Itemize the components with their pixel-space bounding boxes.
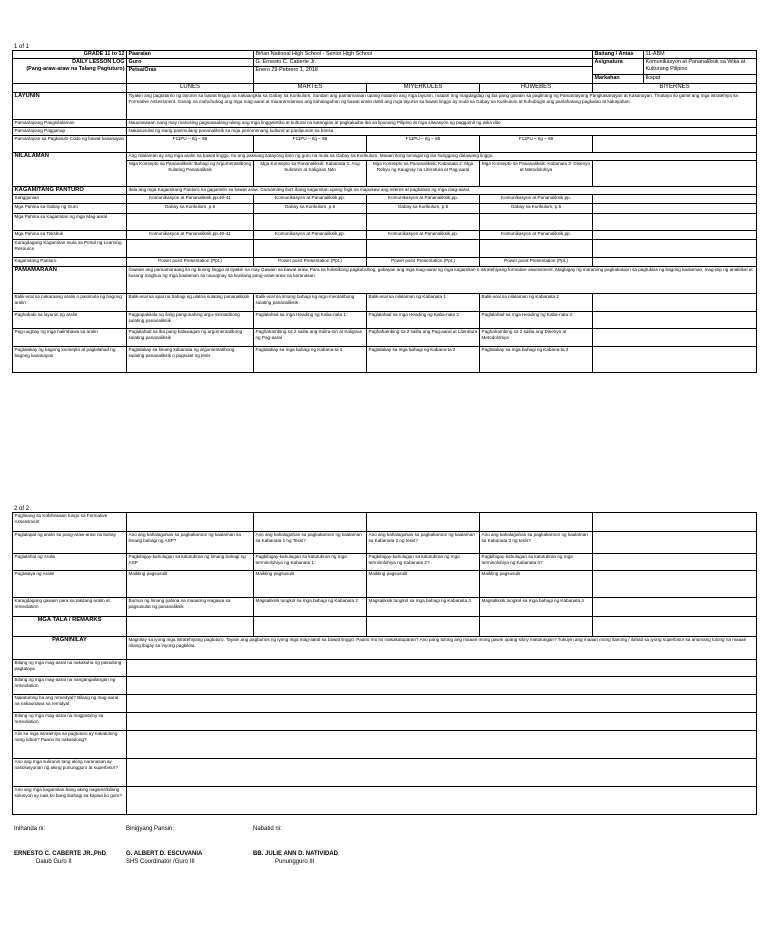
paglalahat-label: Paglalahat ng Aralin: [13, 554, 127, 571]
prepared-by-label: Inihanda ni:: [14, 826, 46, 832]
pag-uugnay-label: Pag-uugnay ng mga halimbawa sa aralin: [13, 329, 127, 347]
reflection-label: Bilang ng mga mag-aaral na magpatuloy sa remediation: [13, 713, 127, 731]
quarter-value: Ikapat: [644, 75, 757, 84]
karagdagang-cell: Magsaliksik tungkol sa mga bahagi ng Kabanata 3: [367, 598, 480, 617]
lr-portal-cell: [593, 240, 757, 258]
reflection-cell: [127, 787, 757, 815]
day-head-biyernes: BIYERNES: [593, 84, 757, 93]
sanggunian-cell: [593, 195, 757, 204]
paglalahat-cell: Pagbibigay-kahulugan sa katutubran ng mga terminolohiya ng Kabanata 2?: [367, 554, 480, 571]
balik-aral-cell: [593, 294, 757, 312]
gabay-guro-cell: Gabay sa Kurikulum, p.5: [480, 204, 593, 214]
panturo-cell: [593, 258, 757, 267]
lesson-log-table-2: [12, 512, 757, 815]
pagganap-label: Pamantayang Pagganap: [13, 128, 127, 136]
panturo-cell: Power point Presentation (Ppt.): [127, 258, 254, 267]
paglalahat-cell: Pagbibigay-kahulugan sa katutubran ng mga terminolohiya ng Kabanata 3?: [480, 554, 593, 571]
reflection-label: Alin sa mga istratehiya sa pagtuturo ay nakatulong nang lubos? Paano ito nakatulong?: [13, 731, 127, 759]
noted-by-block: [253, 851, 338, 867]
pagkatuto-label: Pamantayan sa Pagkatuto Code ng bawat kasanayan: [13, 136, 127, 153]
balik-aral-cell: Balik-aral sa nilalaman ng Kabanata 1: [367, 294, 480, 312]
pagtalakay-cell: Pagtalakay sa mga bahagi ng Kabana-ta 1: [254, 347, 367, 373]
lesson-log-title: [13, 59, 127, 84]
teksbuk-cell: Komunikasyon at Pananaliksik,pp.40-41: [127, 231, 254, 240]
pagtalakay-cell: Pagtalakay sa limang kabanata ng argumentatibong sulating pananaliksik o pagsulat ng tesis: [127, 347, 254, 373]
nilalaman-cell: Mga Konsepto sa Pananaliksik: Bahagi ng Argumentatibong Sulating Pananaliksik: [127, 161, 254, 187]
mga-tala-cell: [367, 617, 480, 637]
paglalapat-cell: Ano ang kahalagahan sa pagkakaroon ng kaalaman sa Kabanata 3 ng tesis?: [480, 532, 593, 554]
reflection-label: Nakatulong ba ang remedyal? Bilang ng mag-aaral na nakaunawa sa remidyal: [13, 695, 127, 713]
nilalaman-label: NILALAMAN: [13, 153, 127, 187]
teksbuk-cell: Komunikasyon at Pananaliksik,pp.: [480, 231, 593, 240]
karagdagang-cell: Magsaliksik tungkol sa mga bahagi ng Kabanata 2: [254, 598, 367, 617]
balik-aral-cell: Balik-aral sa apat na bahagi ng ulatna sulating pananaliksik: [127, 294, 254, 312]
paglalapat-cell: Ano ang kahalagahan sa pagkakaroon ng kaalaman sa Kabanata 2 ng tesis?: [367, 532, 480, 554]
mga-tala-cell: [593, 617, 757, 637]
mga-tala-label: MGA TALA / REMARKS: [13, 617, 127, 637]
kagamitang-magaaral-cell: [254, 214, 367, 231]
school-value: Biñan National High School - Senior High School: [254, 51, 593, 59]
noted-by-role: Punungguro III: [275, 858, 315, 865]
pangnilalaman-text: Nauunawaan nang may masusing pagsasaalang-alang ang mga linggwistiko at kultural na katangian at pagkakaiba-iba sa lipunang Pilipino at mga sitwasyon ng paggamit ng wika dito: [127, 120, 757, 128]
teacher-label: Guro: [127, 59, 254, 67]
lr-portal-cell: [480, 240, 593, 258]
day-head-blank: [13, 84, 127, 93]
teacher-value: G. Ernesto C. Caberte Jr.: [254, 59, 593, 67]
reflection-cell: [127, 660, 757, 677]
code-cell: F11PU – IIg – 88: [127, 136, 254, 153]
reflection-cell: [127, 731, 757, 759]
lesson-log-table-1: [12, 50, 757, 373]
sanggunian-cell: Komunikasyon at Pananaliksik,pp.: [480, 195, 593, 204]
pagtalakay-cell: [593, 347, 757, 373]
pagninilay-text: Magnilay sa iyong mga istratehiyang pagtuturo. Tayain ang pagbuhos ng iyong mga mag-aaral sa bawat linggo. Paano mo ito naisakatuparan? Ano pang tulong ang maaari mong gawin upang sila'y matulungan? Tukuyin ang maaari mong itanong / ilahad sa iyong superbisor sa anumang tulong na maaari nilang ibigay sa inyong pagkikita.: [127, 637, 757, 660]
pamamaraan-intro: Gawain ang pamamaraang ito ng buong linggo at tiyakin na may Gawain sa bawat araw. Para sa holistikong pagkahubog, gabayan ang mga mag-aaral ng mga kagamitan o istratehiyang formative assessment. Magbigay ng maraming pagkakataon sa pagtuklas ng bagong kaalaman, mag-isip ng analitikal at kusang magbuo ng mga kaalaman sa nauugnay sa kanilang pang-araw-araw na karanasan.: [127, 267, 757, 294]
level-label: Baitang / Antas: [593, 51, 644, 59]
kabihasaan-cell: [367, 513, 480, 532]
noted-by-name: BB. JULIE ANN D. NATIVIDAD: [253, 851, 339, 857]
pagtataya-cell: [593, 571, 757, 598]
pagtataya-cell: Maikling pagsusulit: [367, 571, 480, 598]
paglalahat-cell: Pagbibigay-kahulugan sa katutubran ng mga terminolohiya ng Kabanata 1: [254, 554, 367, 571]
pagtalakay-label: Pagtalakay ng bagong konsepto at paglalahad ng bagong kasanayan: [13, 347, 127, 373]
pag-uugnay-cell: Paghahambing sa 2 salita ang Disenyo at Metodolohiya: [480, 329, 593, 347]
lr-portal-cell: [367, 240, 480, 258]
pagtataya-cell: Maikling pagsusulit: [480, 571, 593, 598]
reflection-label: Bilang ng mga mag-aaral na nakakuha ng pasadong pagtataya: [13, 660, 127, 677]
pagtalakay-cell: Pagtalakay sa mga bahagi ng Kabana-ta 2: [367, 347, 480, 373]
pagtataya-cell: Maikling pagsusulit: [254, 571, 367, 598]
nilalaman-intro: Ang nilalaman ay ang mga aralin sa bawat linggo. Ito ang paksang itatayong itaro ng guro na mula sa Gabay sa Kurikulum. Maaari itong tumagal ng isa hanggang dalawang linggo.: [127, 153, 757, 161]
pangnilalaman-label: Pamantayang Pangnilalaman: [13, 120, 127, 128]
prepared-by-name: ERNESTO C. CABERTE JR.,PhD: [14, 851, 106, 857]
gabay-guro-label: Mga Pahina sa Gabay ng Guro: [13, 204, 127, 214]
sanggunian-cell: Komunikasyon at Pananaliksik,pp.: [367, 195, 480, 204]
checked-by-label: Binigyang Pansin:: [126, 826, 175, 832]
pag-uugnay-cell: [593, 329, 757, 347]
kabihasaan-cell: [127, 513, 254, 532]
mga-tala-cell: [127, 617, 254, 637]
reflection-cell: [127, 695, 757, 713]
panturo-cell: Power point Presentation (Ppt.): [254, 258, 367, 267]
karagdagang-cell: [593, 598, 757, 617]
code-cell: F11PU – IIg – 88: [480, 136, 593, 153]
gabay-guro-cell: Gabay sa Kurikulum, p.5: [254, 204, 367, 214]
code-cell: F11PU – IIg – 88: [254, 136, 367, 153]
lesson-log-sheet-2: [12, 512, 756, 815]
paghahabi-label: Paghahabi sa layunin ng aralin: [13, 312, 127, 329]
lesson-log-label: DAILY LESSON LOG: [72, 59, 125, 65]
day-head-miyerkules: MIYERKULES: [367, 84, 480, 93]
paghahabi-cell: Paglalahad sa mga Heading ng Kaba-nata 2: [367, 312, 480, 329]
reflection-label: Bilang ng mga mag-aaral na nangangailangan ng remediation: [13, 677, 127, 695]
date-value: Enero 29-Pebrero 1, 2018: [254, 67, 593, 84]
prepared-by-role: Dalub Guro II: [36, 858, 72, 865]
kagamitang-magaaral-label: Mga Pahina sa Kagamitan ng mga Mag-aaral: [13, 214, 127, 231]
paglalapat-cell: Ano ang kahalagahan sa pagkakaroon ng kaalaman sa Kabanata 1 ng Tesis?: [254, 532, 367, 554]
karagdagang-cell: Magsaliksik tungkol sa mga bahagi ng Kabanata 4: [480, 598, 593, 617]
paglalapat-cell: [593, 532, 757, 554]
lesson-log-sub: (Pang-araw-araw na Talang Pagtuturo): [26, 65, 125, 72]
pagninilay-label: PAGNINILAY: [13, 637, 127, 660]
kagamitang-magaaral-cell: [593, 214, 757, 231]
lr-portal-cell: [254, 240, 367, 258]
paghahabi-cell: Paglalahad sa mga Heading ng Kaba-nata 3: [480, 312, 593, 329]
pamamaraan-label: PAMAMARAAN: [13, 267, 127, 294]
kagamitang-magaaral-cell: [127, 214, 254, 231]
reflection-cell: [127, 677, 757, 695]
pagtalakay-cell: Pagtalakay sa mga bahagi ng Kabana-ta 3: [480, 347, 593, 373]
page-number-2: 2 of 2: [14, 506, 30, 512]
nilalaman-cell: Mga Konsepto sa Pananaliksik: Kabanata 1: Ang Suliranin at Kaligiran Nito: [254, 161, 367, 187]
day-head-lunes: LUNES: [127, 84, 254, 93]
pag-uugnay-cell: Paglalahad sa iba pang katawagan ng argumentatibong sulating pananaliksik: [127, 329, 254, 347]
kabihasaan-cell: [593, 513, 757, 532]
code-cell: F11PU – IIg – 88: [367, 136, 480, 153]
panturo-cell: Power point Presentation (Ppt.): [367, 258, 480, 267]
kagamitan-intro: Itala ang mga Kagamitang Panturo na gagamitin sa bawat araw. Gumamitng iba't ibang kagamitan upang higit na mapukaw ang interes at pagkatuto ng mga mag-aaral.: [127, 187, 757, 195]
paglalahat-cell: [593, 554, 757, 571]
layunin-label: LAYUNIN: [13, 93, 127, 120]
kabihasaan-cell: [254, 513, 367, 532]
lr-portal-label: Karagdagang Kagamitan mula sa Portal ng Learning Resource: [13, 240, 127, 258]
kabihasaan-cell: [480, 513, 593, 532]
prepared-by-block: [14, 851, 106, 867]
paglalahat-cell: Pagbibigay-kahulugan sa katutubran ng limang bahagi ng ASP: [127, 554, 254, 571]
pagganap-text: Nakasusulat ng isang panimulang pananaliksik sa mga penomenang kultural at panlipunan sa bansa: [127, 128, 757, 136]
pagtataya-label: Pagtataya ng Aralin: [13, 571, 127, 598]
pag-uugnay-cell: Paghahambing sa 2 salita ang Pag-aaral at Literatura: [367, 329, 480, 347]
gabay-guro-cell: [593, 204, 757, 214]
mga-tala-cell: [480, 617, 593, 637]
checked-by-role: SHS Coordinator /Guro III: [126, 858, 195, 865]
page-number-1: 1 of 1: [14, 44, 30, 50]
day-head-martes: MARTES: [254, 84, 367, 93]
nilalaman-cell: Mga Konsepto sa Pananaliksik: Kabanata 3: Disenyo at Metodolohiya: [480, 161, 593, 187]
kagamitang-panturo-label: Kagamitang Panturo: [13, 258, 127, 267]
sanggunian-label: Sanggunian: [13, 195, 127, 204]
balik-aral-label: Balik-aral sa nakaraang aralin o pasimula ng bagong aralin: [13, 294, 127, 312]
kagamitang-magaaral-cell: [367, 214, 480, 231]
lr-portal-cell: [127, 240, 254, 258]
grade-label: GRADE 11 to 12: [13, 51, 127, 59]
reflection-cell: [127, 713, 757, 731]
teksbuk-label: Mga Pahina sa Teksbuk: [13, 231, 127, 240]
reflection-cell: [127, 759, 757, 787]
balik-aral-cell: Balik-aral sa nilalaman ng Kabanata 2: [480, 294, 593, 312]
school-label: Paaralan: [127, 51, 254, 59]
paghahabi-cell: Paglalahad sa mga Heading ng Kaba-nata 1: [254, 312, 367, 329]
gabay-guro-cell: Gabay sa Kurikulum, p.5: [367, 204, 480, 214]
kagamitan-label: KAGAMITANG PANTURO: [13, 187, 127, 195]
paghahabi-cell: [593, 312, 757, 329]
sanggunian-cell: Komunikasyon at Pananaliksik,pp.40-41: [127, 195, 254, 204]
subject-value: Komunikasyon at Pananaliksik sa Wika at Kulturang Pilipino: [644, 59, 757, 75]
pagtataya-cell: Maikling pagsusulit: [127, 571, 254, 598]
checked-by-block: [126, 851, 202, 867]
lesson-log-sheet-1: [12, 50, 756, 373]
balik-aral-cell: Balik-aral sa limang bahagi ng argu-mentatibong sulating pananaliksik: [254, 294, 367, 312]
teksbuk-cell: Komunikasyon at Pananaliksik,pp.: [367, 231, 480, 240]
date-label: Petsa/Oras: [127, 67, 254, 84]
panturo-cell: Power point Presentation (Ppt.): [480, 258, 593, 267]
teksbuk-cell: [593, 231, 757, 240]
day-head-huwebes: HUWEBES: [480, 84, 593, 93]
code-cell: [593, 136, 757, 153]
reflection-label: Ano ang mga suliranin tang aking naranasan ay nasolusyunan ng aking punungguro at superbisor?: [13, 759, 127, 787]
nilalaman-cell: [593, 161, 757, 187]
karagdagang-cell: Bumuo ng limang pahina na maaaring isagawa sa pagsusulat ng pananaliksik: [127, 598, 254, 617]
level-value: 11-ABM: [644, 51, 757, 59]
paglalapat-label: Paglalapat ng aralin sa pang-araw-araw na buhay: [13, 532, 127, 554]
karagdagang-label: Karagdagang gawain para sa takdang aralin at remediation: [13, 598, 127, 617]
layunin-text: Tiyakin ang pagtatamo ng layunin sa bawat linggo na nakaangkla sa Gabay sa Kurikulum. Sundan ang pamamaraan upang matamo ang mga layunin, maaari ring magdagdag ng iba pang gawain sa paglinang ng Pamantayang Pangkasanayan at Kasanayan. Tinataya ito gamit ang mga istratehiya sa Formative Assessment. Ganap na mahuhubog ang mga mag-aaral at mararamdaman ang kahalagahan ng bawat aralin dahil ang mga layunin sa bawat linggo ay mula sa Gabay sa Kurikulum at huhubugin ang panlahatang pagkatao at kakayahan.: [127, 93, 757, 120]
kagamitang-magaaral-cell: [480, 214, 593, 231]
reflection-label: Ano ang mga kagamitan bang aking nagamit/bilang solusyon ay nais ko bang ibahagi sa kapwa ko guro?: [13, 787, 127, 815]
noted-by-label: Nabatid ni:: [253, 826, 282, 832]
pag-uugnay-cell: Paghahambing sa 2 salita ang Sulira-nin at Kaligiran ng Pag-aaral: [254, 329, 367, 347]
nilalaman-cell: Mga Konsepto sa Pananaliksik: Kabanata 2: Mga Rebyu ng Kaugnay na Literatura at Pag-aaral: [367, 161, 480, 187]
paglalapat-cell: Ano ang kahalagahan sa pagkakaroon ng kaalaman sa limang bahagi ng ASP?: [127, 532, 254, 554]
teksbuk-cell: Komunikasyon at Pananaliksik,pp.: [254, 231, 367, 240]
subject-label: Asignatura: [593, 59, 644, 75]
paghahabi-cell: Pagpapakilala ng ilang pangunahing argu-mentatibong sulating pananaliksik: [127, 312, 254, 329]
gabay-guro-cell: Gabay sa Kurikulum, p.5: [127, 204, 254, 214]
quarter-label: Markahan: [593, 75, 644, 84]
mga-tala-cell: [254, 617, 367, 637]
checked-by-name: G. ALBERT D. ESCUVANIA: [126, 851, 203, 857]
sanggunian-cell: Komunikasyon at Pananaliksik,pp.: [254, 195, 367, 204]
kabihasaan-label: Paglinang sa Kabihasaan tungo sa Formative Assessment: [13, 513, 127, 532]
